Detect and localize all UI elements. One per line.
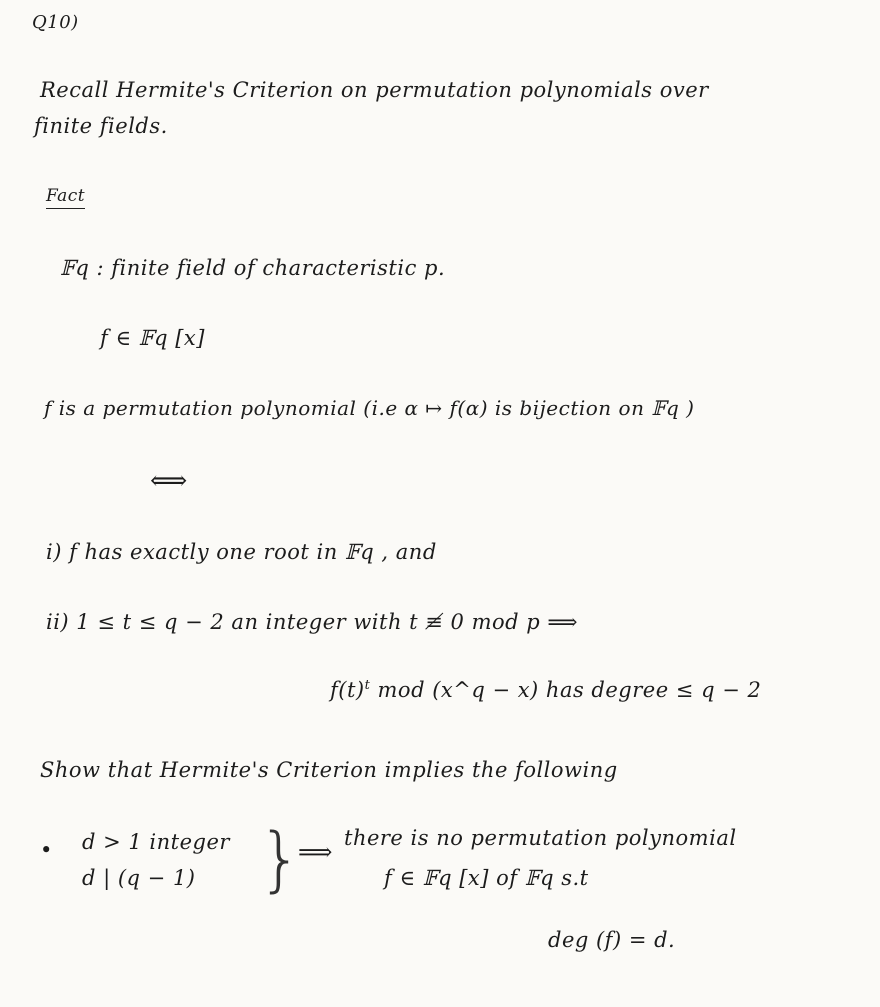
result-line-3: deg (f) = d. (548, 928, 676, 952)
intro-line-1: Recall Hermite's Criterion on permutation polynomials over (40, 78, 709, 102)
condition-2-cont-exp: t (364, 678, 371, 693)
implies-arrow: ⟹ (298, 838, 333, 866)
result-line-1: there is no permutation polynomial (344, 826, 737, 850)
question-label: Q10) (32, 12, 79, 33)
equivalence-arrow: ⟺ (150, 466, 188, 496)
result-line-2: f ∈ 𝔽q [x] of 𝔽q s.t (384, 866, 589, 890)
condition-2: ii) 1 ≤ t ≤ q − 2 an integer with t ≢ 0 mod p ⟹ (46, 610, 578, 634)
condition-1: i) f has exactly one root in 𝔽q , and (46, 540, 437, 564)
task-prompt: Show that Hermite's Criterion implies the following (40, 758, 618, 782)
curly-brace: } (258, 818, 304, 900)
condition-2-cont-b: mod (x^q − x) has degree ≤ q − 2 (370, 678, 762, 702)
condition-d-divides: d | (q − 1) (82, 866, 196, 890)
field-definition: 𝔽q : finite field of characteristic p. (60, 256, 446, 280)
condition-2-cont-a: f(t) (330, 678, 365, 702)
fact-heading-text: Fact (46, 186, 85, 209)
intro-line-2: finite fields. (34, 114, 168, 138)
polynomial-definition: f ∈ 𝔽q [x] (100, 326, 205, 350)
bullet: • (40, 838, 53, 862)
permutation-definition: f is a permutation polynomial (i.e α ↦ f(α) is bijection on 𝔽q ) (44, 396, 695, 420)
fact-heading (46, 186, 85, 206)
condition-d-integer: d > 1 integer (82, 830, 230, 854)
condition-2-continued (330, 678, 761, 702)
